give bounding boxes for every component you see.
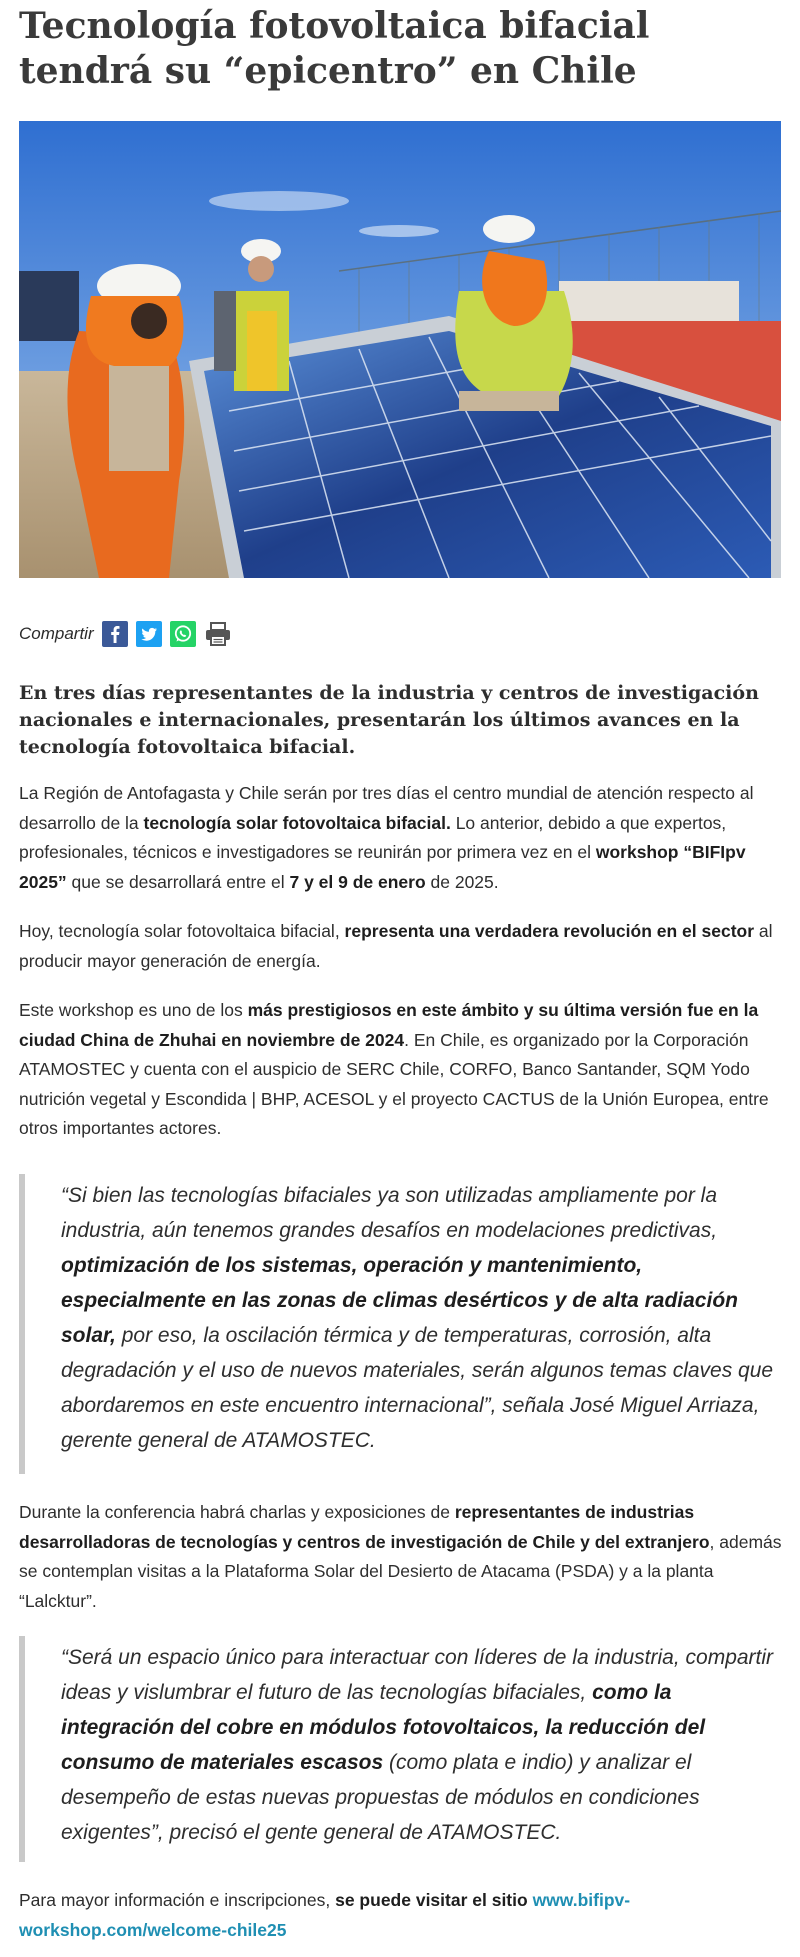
paragraph-4: Durante la conferencia habrá charlas y exposiciones de representantes de industrias desarrolladoras de tecnologías y centros de investigación de Chile y del extranjero, además se contemplan visitas a la Plataforma Solar del Desierto de Atacama (PSDA) y a la planta “Lalcktur”. [19,1502,782,1611]
paragraph-2: Hoy, tecnología solar fotovoltaica bifacial, representa una verdadera revolución en el sector al producir mayor generación de energía. [19,921,773,971]
paragraph-5: Para mayor información e inscripciones, se puede visitar el sitio www.bifipv-workshop.com/welcome-chile25 [19,1890,631,1940]
share-bar [19,617,238,651]
workshop-link[interactable]: www.bifipv-workshop.com/welcome-chile25 [19,1890,631,1940]
share-label: Compartir [19,624,94,643]
paragraph-3: Este workshop es uno de los más prestigiosos en este ámbito y su última versión fue en la ciudad China de Zhuhai en noviembre de 2024. En Chile, es organizado por la Corporación ATAMOSTEC y cuenta con el auspicio de SERC Chile, CORFO, Banco Santander, SQM Yodo nutrición vegetal y Escondida | BHP, ACESOL y el proyecto CACTUS de la Unión Europea, entre otros importantes actores. [19,1000,769,1138]
twitter-icon[interactable] [136,621,162,647]
blockquote-1 [19,1174,785,1474]
blockquote-2 [19,1636,785,1862]
quote-2-text: “Será un espacio único para interactuar con líderes de la industria, compartir ideas y vislumbrar el futuro de las tecnologías bifaciales, como la integración del cobre en módulos fotovoltaicos, la reducción del consumo de materiales escasos (como plata e indio) y analizar el desempeño de estas nuevas propuestas de módulos en condiciones exigentes”, precisó el gente general de ATAMOSTEC. [61,1646,774,1844]
print-icon[interactable] [204,621,230,647]
whatsapp-icon[interactable] [170,621,196,647]
facebook-icon[interactable] [102,621,128,647]
paragraph-1: La Región de Antofagasta y Chile serán por tres días el centro mundial de atención respecto al desarrollo de la tecnología solar fotovoltaica bifacial. Lo anterior, debido a que expertos, profesionales, técnicos e investigadores se reunirán por primera vez en el workshop “BIFIpv 2025” que se desarrollará entre el 7 y el 9 de enero de 2025. [19,783,754,892]
article-lead: En tres días representantes de la industria y centros de investigación nacionales e internacionales, presentarán los últimos avances en la tecnología fotovoltaica bifacial. [19,682,759,758]
quote-1-text: “Si bien las tecnologías bifaciales ya son utilizadas ampliamente por la industria, aún tenemos grandes desafíos en modelaciones predictivas, optimización de los sistemas, operación y mantenimiento, especialmente en las zonas de climas desérticos y de alta radiación solar, por eso, la oscilación térmica y de temperaturas, corrosión, alta degradación y el uso de nuevos materiales, serán algunos temas claves que abordaremos en este encuentro internacional”, señala José Miguel Arriaza, gerente general de ATAMOSTEC. [61,1184,774,1452]
hero-photo [19,121,781,578]
article-hero-image [19,121,781,578]
article-title: Tecnología fotovoltaica bifacial tendrá su “epicentro” en Chile [19,5,650,92]
